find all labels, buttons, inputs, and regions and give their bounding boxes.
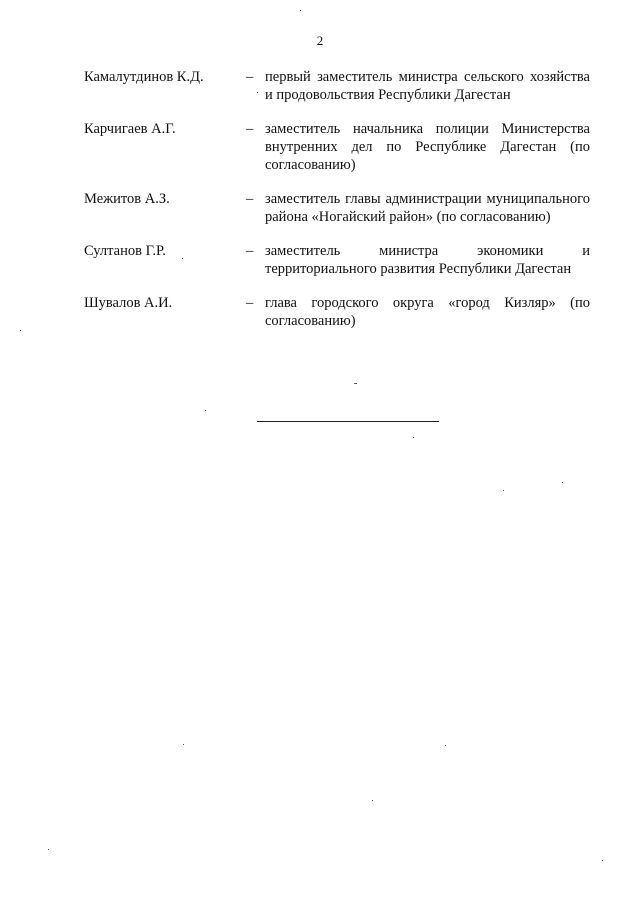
member-dash: – (246, 191, 254, 207)
members-list (84, 68, 590, 346)
member-dash: – (246, 295, 254, 311)
member-row (84, 294, 590, 330)
member-dash: – (246, 243, 254, 259)
scan-speck (48, 849, 49, 850)
scan-speck (183, 744, 184, 745)
member-row (84, 120, 590, 174)
scan-speck (503, 490, 504, 491)
scan-speck (354, 383, 357, 384)
member-dash: – (246, 69, 254, 85)
member-role: заместитель министра экономики и территориального развития Республики Дагестан (265, 243, 590, 277)
scan-speck (445, 745, 446, 746)
member-row (84, 242, 590, 278)
scan-speck (205, 410, 206, 411)
member-role: заместитель начальника полиции Министерства внутренних дел по Республике Дагестан (по согласованию) (265, 121, 590, 173)
member-row (84, 68, 590, 104)
scan-speck (602, 860, 603, 861)
member-name: Султанов Г.Р. (84, 243, 166, 259)
scan-speck (20, 330, 21, 331)
member-name: Карчигаев А.Г. (84, 121, 176, 137)
member-name: Межитов А.З. (84, 191, 170, 207)
scan-speck (182, 258, 183, 259)
scan-speck (372, 800, 373, 801)
member-role: первый заместитель министра сельского хозяйства и продовольствия Республики Дагестан (265, 69, 590, 103)
member-name: Шувалов А.И. (84, 295, 173, 311)
scan-speck (413, 437, 414, 438)
closing-rule-line (257, 421, 439, 422)
member-name: Камалутдинов К.Д. (84, 69, 204, 85)
page-number: 2 (316, 33, 324, 48)
member-role: заместитель главы администрации муниципального района «Ногайский район» (по согласованию) (265, 191, 590, 225)
member-role: глава городского округа «город Кизляр» (по согласованию) (265, 295, 590, 329)
scan-speck (257, 92, 258, 93)
scan-speck (300, 10, 301, 11)
member-dash: – (246, 121, 254, 137)
member-row (84, 190, 590, 226)
scan-speck (562, 482, 563, 483)
